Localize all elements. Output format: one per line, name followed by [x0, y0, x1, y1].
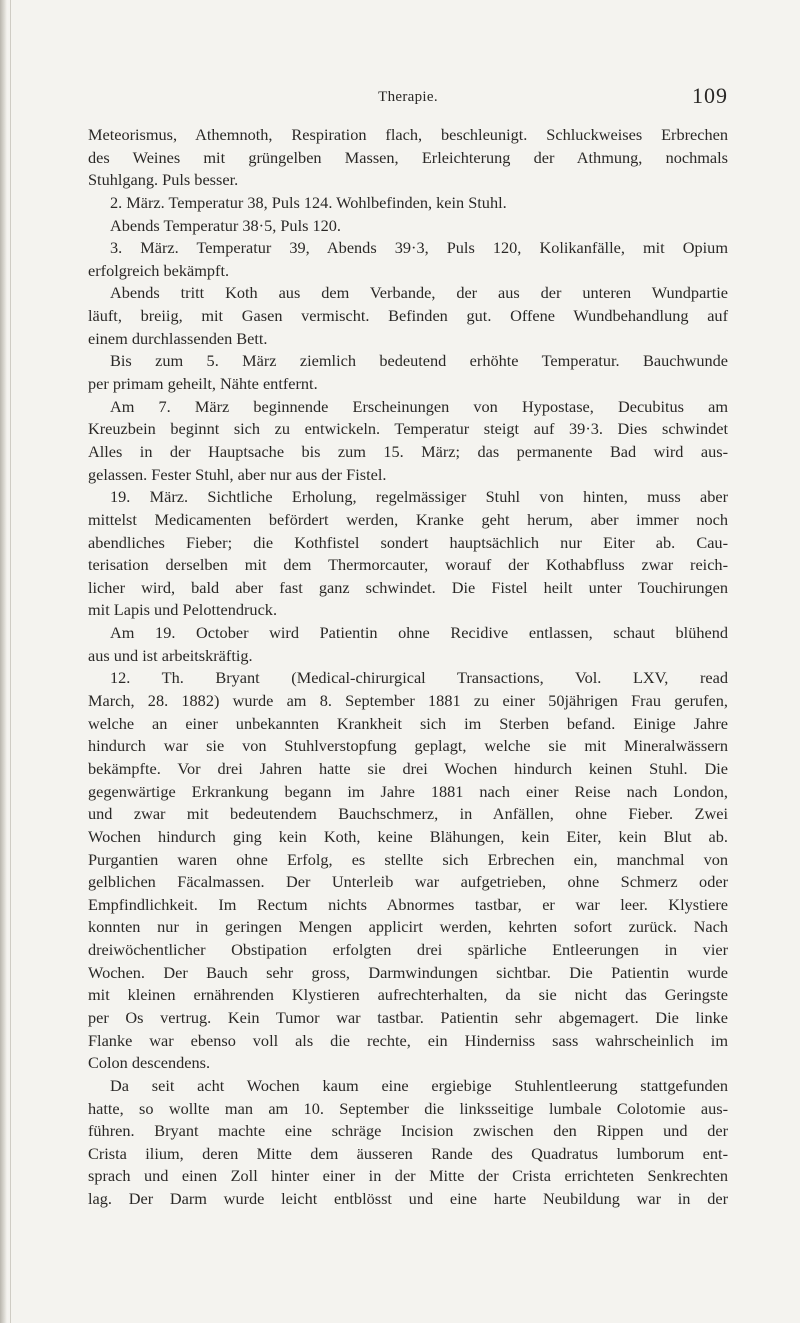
text-line: einem durchlassenden Bett.: [88, 328, 268, 348]
text-line: läuft, breiig, mit Gasen vermischt. Befinden gut. Offene Wundbehandlung auf: [88, 306, 728, 326]
text-line: hindurch war sie von Stuhlverstopfung geplagt, welche sie mit Mineralwässern: [88, 736, 728, 756]
text-line: March, 28. 1882) wurde am 8. September 1881 zu einer 50jährigen Frau gerufen,: [88, 691, 728, 711]
text-line: 12. Th. Bryant (Medical-chirurgical Transactions, Vol. LXV, read: [110, 668, 728, 688]
text-line: Bis zum 5. März ziemlich bedeutend erhöhte Temperatur. Bauchwunde: [110, 351, 728, 371]
text-line: und zwar mit bedeutendem Bauchschmerz, in Anfällen, ohne Fieber. Zwei: [88, 804, 728, 824]
text-line: aus und ist arbeitskräftig.: [88, 645, 253, 665]
text-line: des Weines mit grüngelben Massen, Erleichterung der Athmung, nochmals: [88, 147, 728, 167]
text-line: 2. März. Temperatur 38, Puls 124. Wohlbefinden, kein Stuhl.: [110, 192, 507, 212]
text-line: bekämpfte. Vor drei Jahren hatte sie drei Wochen hindurch keinen Stuhl. Die: [88, 758, 728, 778]
text-line: Crista ilium, deren Mitte dem äusseren Rande des Quadratus lumborum ent-: [88, 1143, 728, 1163]
text-line: gegenwärtige Erkrankung begann im Jahre 1881 nach einer Reise nach London,: [88, 781, 728, 801]
text-line: Empfindlichkeit. Im Rectum nichts Abnormes tastbar, er war leer. Klystiere: [88, 894, 728, 914]
text-line: mit kleinen ernährenden Klystieren aufrechterhalten, da sie nicht das Geringste: [88, 985, 728, 1005]
text-line: Am 19. October wird Patientin ohne Recidive entlassen, schaut blühend: [110, 623, 728, 643]
book-gutter-shadow: [0, 0, 7, 1323]
text-line: Kreuzbein beginnt sich zu entwickeln. Temperatur steigt auf 39·3. Dies schwindet: [88, 419, 728, 439]
text-line: Wochen hindurch ging kein Koth, keine Blähungen, kein Eiter, kein Blut ab.: [88, 826, 728, 846]
text-line: lag. Der Darm wurde leicht entblösst und eine harte Neubildung war in der: [88, 1189, 728, 1209]
text-line: Wochen. Der Bauch sehr gross, Darmwindungen sichtbar. Die Patientin wurde: [88, 962, 728, 982]
text-line: Purgantien waren ohne Erfolg, es stellte sich Erbrechen ein, manchmal von: [88, 849, 728, 869]
body-text: [88, 124, 728, 1211]
text-line: per Os vertrug. Kein Tumor war tastbar. Patientin sehr abgemagert. Die linke: [88, 1007, 728, 1027]
text-line: erfolgreich bekämpft.: [88, 260, 230, 280]
text-line: abendliches Fieber; die Kothfistel sondert hauptsächlich nur Eiter ab. Cau-: [88, 532, 728, 552]
text-line: Am 7. März beginnende Erscheinungen von Hypostase, Decubitus am: [110, 396, 728, 416]
text-line: terisation derselben mit dem Thermorcauter, worauf der Kothabfluss zwar reich-: [88, 555, 728, 575]
text-line: mittelst Medicamenten befördert werden, Kranke geht herum, aber immer noch: [88, 509, 728, 529]
text-line: Colon descendens.: [88, 1053, 211, 1073]
page-number: 109: [692, 83, 728, 108]
page-edge-line: [10, 0, 11, 1323]
text-line: mit Lapis und Pelottendruck.: [88, 600, 278, 620]
text-line: Meteorismus, Athemnoth, Respiration flach, beschleunigt. Schluckweises Erbrechen: [88, 125, 728, 144]
text-line: hatte, so wollte man am 10. September die linksseitige lumbale Colotomie aus-: [88, 1098, 728, 1118]
text-line: Abends Temperatur 38·5, Puls 120.: [110, 215, 341, 235]
text-line: gelassen. Fester Stuhl, aber nur aus der Fistel.: [88, 464, 387, 484]
text-line: Abends tritt Koth aus dem Verbande, der aus der unteren Wundpartie: [110, 283, 728, 303]
text-line: 3. März. Temperatur 39, Abends 39·3, Puls 120, Kolikanfälle, mit Opium: [110, 238, 728, 258]
text-line: 19. März. Sichtliche Erholung, regelmässiger Stuhl von hinten, muss aber: [110, 487, 728, 507]
text-line: dreiwöchentlicher Obstipation erfolgten drei spärliche Entleerungen in vier: [88, 940, 728, 960]
text-line: welche an einer unbekannten Krankheit sich im Sterben befand. Einige Jahre: [88, 713, 728, 733]
text-line: führen. Bryant machte eine schräge Incision zwischen den Rippen und der: [88, 1121, 728, 1141]
text-line: Da seit acht Wochen kaum eine ergiebige Stuhlentleerung stattgefunden: [110, 1075, 728, 1095]
text-line: Alles in der Hauptsache bis zum 15. März; das permanente Bad wird aus-: [88, 441, 728, 461]
text-line: per primam geheilt, Nähte entfernt.: [88, 374, 318, 394]
page-header: [88, 83, 728, 113]
text-line: konnten nur in geringen Mengen applicirt werden, kehrten sofort zurück. Nach: [88, 917, 728, 937]
text-line: Flanke war ebenso voll als die rechte, ein Hinderniss sass wahrscheinlich im: [88, 1030, 728, 1050]
text-line: sprach und einen Zoll hinter einer in der Mitte der Crista errichteten Senkrechten: [88, 1166, 728, 1186]
text-line: gelblichen Fäcalmassen. Der Unterleib war aufgetrieben, ohne Schmerz oder: [88, 872, 728, 892]
text-line: licher wird, bald aber fast ganz schwindet. Die Fistel heilt unter Touchirungen: [88, 577, 728, 597]
running-head: Therapie.: [378, 89, 438, 105]
text-line: Stuhlgang. Puls besser.: [88, 170, 239, 190]
